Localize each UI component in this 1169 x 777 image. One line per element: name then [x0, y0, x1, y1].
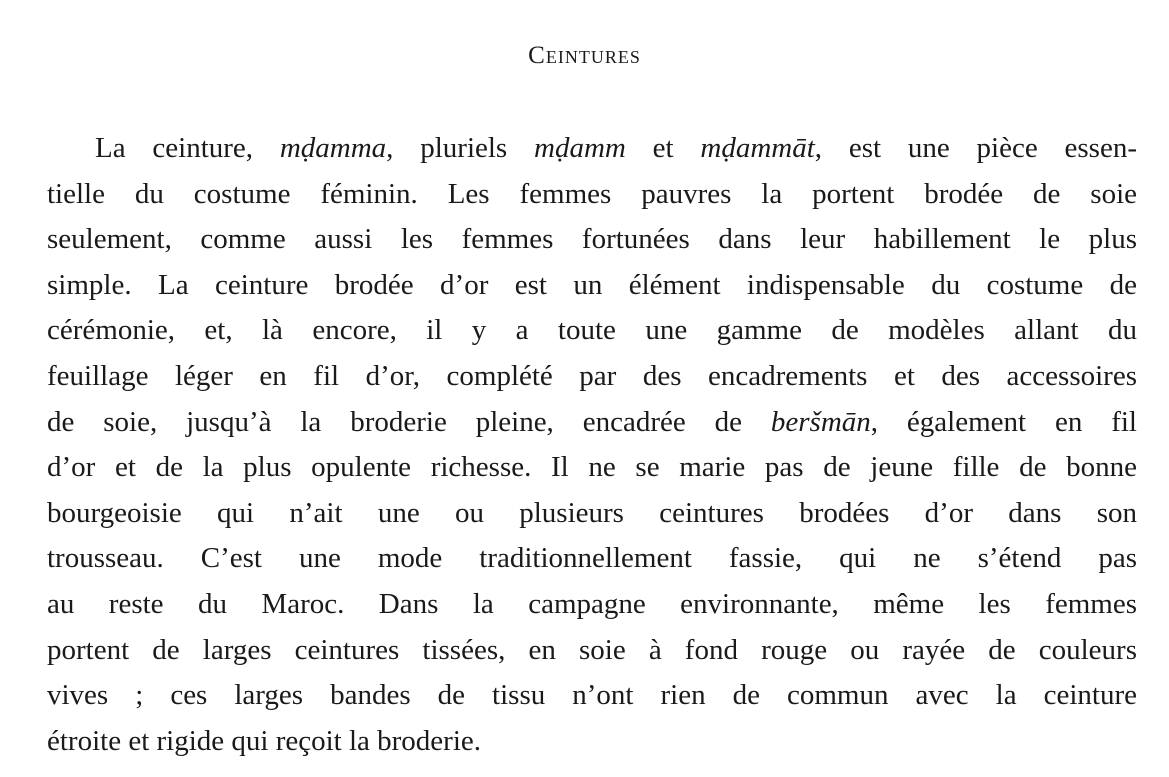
- text-run: de soie, jusqu’à la broderie pleine, encadrée de: [47, 405, 771, 438]
- text-line: [47, 673, 1137, 719]
- text-run: cérémonie, et, là encore, il y a toute une gamme de modèles allant du: [47, 314, 1137, 347]
- text-run: seulement, comme aussi les femmes fortunées dans leur habillement le plus: [47, 223, 1137, 256]
- text-run: étroite et rigide qui reçoit la broderie.: [47, 724, 482, 757]
- section-heading: Ceintures: [528, 42, 641, 69]
- text-line: [47, 491, 1137, 537]
- italic-term: mḍammāt: [700, 132, 815, 164]
- text-run: feuillage léger en fil d’or, complété par des encadrements et des accessoires: [47, 359, 1137, 392]
- italic-term: beršmān: [770, 405, 871, 438]
- text-run: portent de larges ceintures tissées, en soie à fond rouge ou rayée de couleurs: [47, 633, 1137, 666]
- text-line: [47, 172, 1137, 218]
- text-line: [47, 263, 1137, 309]
- text-run: et: [625, 132, 701, 164]
- text-line: [47, 582, 1137, 628]
- text-line: [47, 126, 1137, 172]
- text-line: [47, 400, 1137, 446]
- text-run: tielle du costume féminin. Les femmes pauvres la portent brodée de soie: [47, 177, 1137, 210]
- text-run: simple. La ceinture brodée d’or est un élément indispensable du costume de: [47, 268, 1137, 301]
- text-line: [47, 628, 1137, 674]
- text-line: [47, 217, 1137, 263]
- text-run: La ceinture,: [95, 132, 280, 164]
- text-line: [47, 536, 1137, 582]
- text-run: d’or et de la plus opulente richesse. Il ne se marie pas de jeune fille de bonne: [47, 451, 1137, 484]
- text-run: , également en fil: [870, 405, 1137, 438]
- text-line: [47, 308, 1137, 354]
- text-run: vives ; ces larges bandes de tissu n’ont rien de commun avec la ceinture: [47, 679, 1137, 712]
- body-paragraph: [47, 126, 1137, 764]
- text-line: [47, 354, 1137, 400]
- text-line: [47, 445, 1137, 491]
- text-run: , est une pièce essen-: [814, 132, 1137, 164]
- italic-term: mḍamm: [534, 132, 626, 164]
- text-run: au reste du Maroc. Dans la campagne environnante, même les femmes: [47, 587, 1137, 620]
- text-run: , pluriels: [386, 132, 535, 164]
- text-run: bourgeoisie qui n’ait une ou plusieurs ceintures brodées d’or dans son: [47, 496, 1137, 529]
- text-run: trousseau. C’est une mode traditionnellement fassie, qui ne s’étend pas: [47, 542, 1137, 575]
- italic-term: mḍamma: [279, 132, 387, 164]
- text-line: [47, 719, 1137, 765]
